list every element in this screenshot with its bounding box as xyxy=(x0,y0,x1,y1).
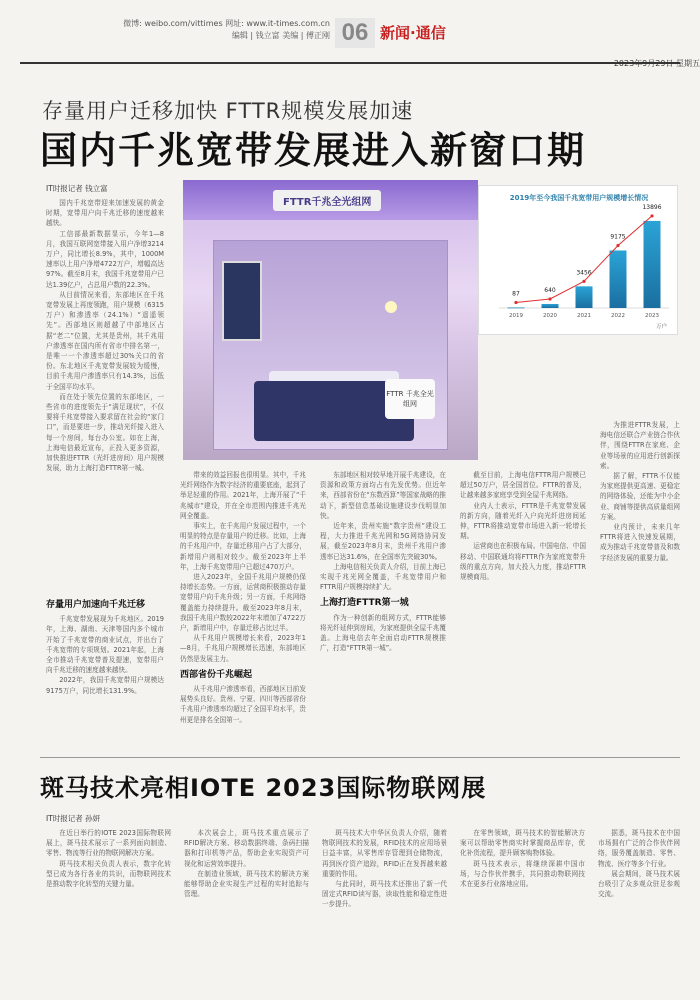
paragraph: 而在处于领先位置的东部地区，一些省市的进度领先于“满足现状”，不仅要将千兆宽带接入要求留在社会的“家门口”，而是要进一步，推动光纤接入进入每一个房间，每台办公室。如在上海，上海电信最近宣布，正投入更多资源，加快推进FTTR（光纤进房间）用户规模发展，助力上海打造FTTR第一城。 xyxy=(46,392,164,473)
paragraph: 作为一种创新的组网方式，FTTR能够将光纤延伸到房间，为家庭提供全屋千兆覆盖。上海电信去年全面启动FTTR规模推广，打造“FTTR第一城”。 xyxy=(320,613,446,653)
chart-title: 2019年至今我国千兆宽带用户规模增长情况 xyxy=(509,194,649,202)
chart-bar-2021 xyxy=(576,286,593,308)
article1-byline: IT时报记者 钱立富 xyxy=(46,184,108,193)
article1-col4 xyxy=(460,470,586,745)
lamp-icon xyxy=(385,301,397,313)
chart-trend-point xyxy=(650,214,653,217)
paragraph: 业内人士表示，FTTR是千兆宽带发展的新方向，随着光纤入户向光纤进房间延伸，FTTR将推动宽带市场进入新一轮增长期。 xyxy=(460,501,586,541)
masthead-weibo-line: 微博: weibo.com/vittimes 网址: www.it-times.com.cn xyxy=(123,19,330,28)
paragraph: 事实上，在千兆用户发展过程中，一个明显的特点是存量用户的迁移。比如，上海的千兆用户中，存量迁移用户占了大部分，新增用户则相对较少。截至2023年上半年，上海千兆宽带用户已超过470万户。 xyxy=(180,522,306,571)
paragraph: 为推进FTTR发展，上海电信还联合产业链合作伙伴，围绕FTTR在家庭、企业等场景的应用进行创新探索。 xyxy=(600,421,680,470)
paragraph: 千兆宽带发展现为千兆地区。2019年，上海、湖南、天津等国内多个城市开始了千兆宽带的商业试点，并出台了千兆宽带的专项规划。2021年起，上海全市推动千兆宽带普及提速，宽带用户向千兆迁移的速度越来越快。 xyxy=(46,615,164,675)
article1-headline: 国内千兆宽带发展进入新窗口期 xyxy=(40,129,586,172)
paragraph: 进入2023年，全国千兆用户规模仍保持增长态势。一方面，运营商积极推动存量宽带用户向千兆升级；另一方面，千兆网络覆盖能力持续提升。截至2023年8月末，我国千兆用户数较2022年末增加了4722万户，新增用户中，存量迁移占比过半。 xyxy=(180,573,306,633)
article2-col4 xyxy=(460,828,585,990)
fttr-router: FTTR 千兆全光组网 xyxy=(385,379,435,419)
paragraph: 在制造业领域，斑马技术的解决方案能够帮助企业实现生产过程的实时追踪与管理。 xyxy=(184,869,309,899)
article1-col3 xyxy=(320,470,446,745)
chart-value-label: 13896 xyxy=(642,203,662,211)
article1-col2 xyxy=(180,470,306,745)
paragraph: 2022年，我国千兆宽带用户规模达9175万户，同比增长131.9%。 xyxy=(46,676,164,695)
chart-value-label: 640 xyxy=(544,286,556,294)
paragraph: 从目前情况来看，东部地区在千兆宽带发展上再度领跑，用户规模（6315万户）和渗透率（24.1%）“遥遥领先”。西部地区则超越了中部地区占据“老二”位置，尤其是贵州，其千兆用户渗透率在国内所有省市中排名第一，是唯一一个渗透率超过30%关口的省份。东北地区千兆宽带发展较为缓慢，目前千兆用户渗透率只有14.3%，远低于全国平均水平。 xyxy=(46,290,164,391)
section-title: 新闻·通信 xyxy=(380,24,446,42)
article2-byline: IT时报记者 孙妍 xyxy=(46,814,101,823)
paragraph: 据了解，FTTR不仅能为家庭提供更高速、更稳定的网络体验，还能为中小企业、商铺等提供高质量组网方案。 xyxy=(600,472,680,521)
paragraph: 东部地区相对较早地开展千兆建设，在资源和政策方面均占有先发优势。但近年来，西部省份在“东数西算”等国家战略的推动下，新型信息基础设施建设步伐明显加快。 xyxy=(320,471,446,520)
chart-value-label: 9175 xyxy=(610,233,626,241)
chart-trend-point xyxy=(548,297,551,300)
paragraph: 业内预计，未来几年FTTR将进入快速发展期，成为推动千兆宽带普及和数字经济发展的重要力量。 xyxy=(600,523,680,562)
paragraph: 本次展会上，斑马技术重点展示了RFID解决方案、移动数据终端、条码扫描器和打印机等产品，帮助企业实现资产可视化和运营效率提升。 xyxy=(184,829,309,868)
chart-bar-2019 xyxy=(508,307,525,308)
chart-x-tick: 2021 xyxy=(577,313,591,319)
user-growth-chart xyxy=(478,185,678,335)
chart-bar-2020 xyxy=(542,304,559,308)
article2-col3 xyxy=(322,828,447,990)
article1-col1-section xyxy=(46,594,164,744)
paragraph: 工信部最新数据显示，今年1—8月，我国互联网宽带接入用户净增3214万户，同比增长8.9%，其中，1000M速率以上用户净增4722万户，增幅高达97%。截至8月末，我国千兆宽带用户已达1.39亿户，占总用户数的22.3%。 xyxy=(46,229,164,289)
article2-col5 xyxy=(598,828,680,990)
paragraph: 据悉，斑马技术在中国市场拥有广泛的合作伙伴网络，服务覆盖制造、零售、物流、医疗等多个行业。 xyxy=(598,829,680,868)
page-number: 06 xyxy=(335,18,375,48)
chart-svg xyxy=(479,186,679,336)
chart-trend-point xyxy=(514,301,517,304)
fttr-bedroom-photo xyxy=(183,180,478,460)
article2-headline: 斑马技术亮相IOTE 2023国际物联网展 xyxy=(40,774,487,802)
paragraph: 展会期间，斑马技术展台吸引了众多观众驻足参观交流。 xyxy=(598,869,680,899)
paragraph: 斑马技术表示，将继续深耕中国市场，与合作伙伴携手，共同推动物联网技术在更多行业落地应用。 xyxy=(460,859,585,889)
paragraph: 与此同时，斑马技术还推出了新一代固定式RFID读写器，读取性能和稳定性进一步提升。 xyxy=(322,880,447,909)
paragraph: 从千兆用户规模增长来看，2023年1—8月，千兆用户规模增长迅速，东部地区仍然是发展主力。 xyxy=(180,634,306,663)
paragraph: 斑马技术大中华区负责人介绍，随着物联网技术的发展，RFID技术的应用场景日益丰富，从零售库存管理到仓储物流，再到医疗资产追踪，RFID正在发挥越来越重要的作用。 xyxy=(322,829,447,878)
paragraph: 上海电信相关负责人介绍，目前上海已实现千兆光网全覆盖，千兆宽带用户和FTTR用户规模持续扩大。 xyxy=(320,562,446,592)
article2-col2 xyxy=(184,828,309,990)
masthead-rule xyxy=(20,62,680,64)
masthead xyxy=(20,10,680,70)
chart-x-tick: 2020 xyxy=(543,313,557,319)
paragraph: 截至目前，上海电信FTTR用户规模已超过50万户，居全国首位。FTTR的普及，让越来越多家庭享受到全屋千兆网络。 xyxy=(460,471,586,500)
article1-col1 xyxy=(46,198,164,578)
paragraph: 斑马技术相关负责人表示，数字化转型已成为各行各业的共识，而物联网技术是推动数字化转型的关键力量。 xyxy=(46,859,171,889)
paragraph: 在近日举行的IOTE 2023国际物联网展上，斑马技术展示了一系列面向制造、零售、物流等行业的物联网解决方案。 xyxy=(46,829,171,858)
chart-trend-point xyxy=(582,280,585,283)
chart-x-tick: 2022 xyxy=(611,313,625,319)
article2-col1 xyxy=(46,828,171,990)
paragraph: 运营商也在积极布局。中国电信、中国移动、中国联通均将FTTR作为家庭宽带升级的重点方向，加大投入力度，推动FTTR规模商用。 xyxy=(460,542,586,582)
section-heading: 上海打造FTTR第一城 xyxy=(320,598,409,609)
chart-x-tick: 2023 xyxy=(645,313,659,319)
paragraph: 近年来，贵州实施“数字贵州”建设工程，大力推进千兆光网和5G网络协同发展，截至2023年8月末，贵州千兆用户渗透率已达31.6%，在全国率先突破30%。 xyxy=(320,522,446,561)
issue-date: 2023年9月29日 星期五 xyxy=(613,59,700,68)
photo-tag: FTTR千兆全光组网 xyxy=(273,190,381,211)
chart-value-label: 87 xyxy=(512,290,520,298)
paragraph: 在零售领域，斑马技术的智能解决方案可以帮助零售商实时掌握商品库存，优化补货流程，提升顾客购物体验。 xyxy=(460,829,585,858)
chart-bar-2022 xyxy=(610,251,627,308)
masthead-editors: 编辑 | 钱立富 美编 | 傅正刚 xyxy=(231,31,330,40)
paragraph: 从千兆用户渗透率看，西部地区目前发展势头良好。贵州、宁夏、四川等西部省份千兆用户渗透率均超过了全国平均水平，贵州更是排名全国第一。 xyxy=(180,685,306,724)
photo-window xyxy=(222,261,262,341)
article-divider xyxy=(40,757,680,758)
chart-x-tick: 2019 xyxy=(509,313,523,319)
photo-room xyxy=(213,240,448,450)
chart-trend-point xyxy=(616,244,619,247)
article1-col5 xyxy=(600,420,680,745)
section-heading: 西部省份千兆崛起 xyxy=(180,669,253,680)
chart-unit-label: 万户 xyxy=(655,324,667,330)
article1-subheadline: 存量用户迁移加快 FTTR规模发展加速 xyxy=(42,99,414,123)
paragraph: 带来的效益回报也很明显。其中，千兆光纤网络作为数字经济的重要底座，起到了举足轻重的作用。2021年，上海开展了“千兆城市”建设，并在全市范围内推进千兆光网全覆盖。 xyxy=(180,471,306,520)
paragraph: 国内千兆宽带迎来加速发展的黄金时期，宽带用户向千兆迁移的速度越来越快。 xyxy=(46,199,164,228)
chart-bar-2023 xyxy=(644,221,661,308)
section-heading: 存量用户加速向千兆迁移 xyxy=(46,600,146,610)
chart-value-label: 3456 xyxy=(576,269,592,277)
